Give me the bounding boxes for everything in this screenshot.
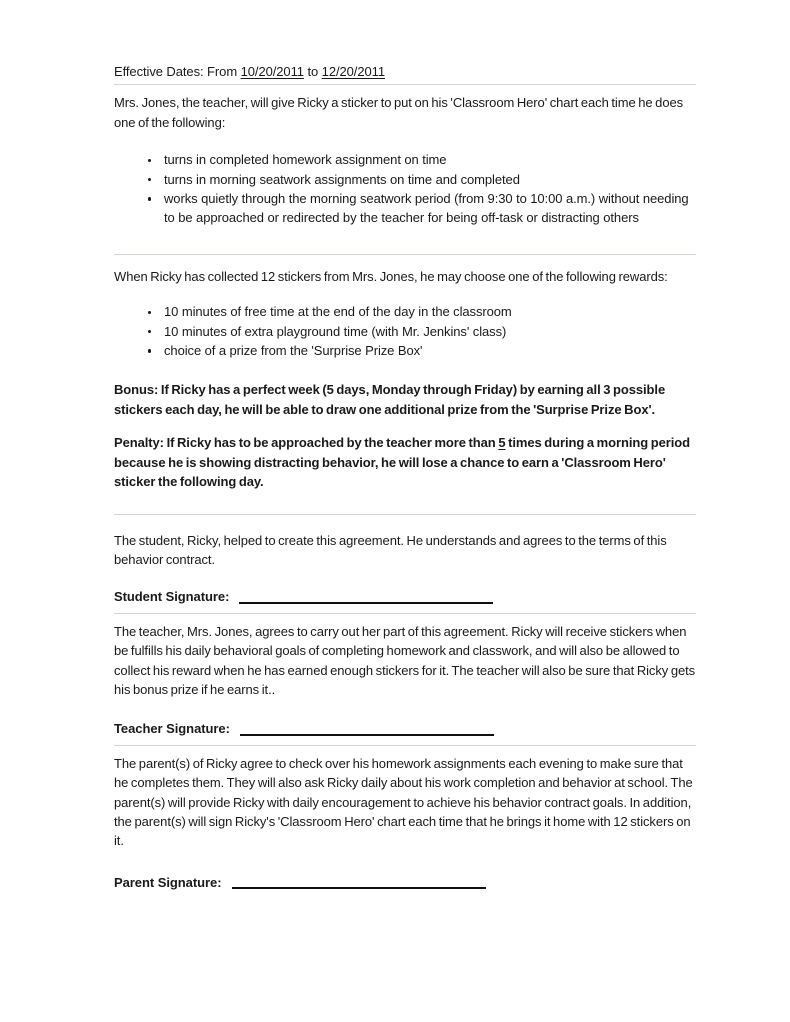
effective-dates-line (114, 62, 696, 81)
intro-paragraph: Mrs. Jones, the teacher, will give Ricky a sticker to put on his 'Classroom Hero' chart each time he does one of the following: (114, 95, 684, 130)
list-item: 10 minutes of extra playground time (with Mr. Jenkins' class) (114, 322, 696, 341)
list-item: turns in completed homework assignment on time (114, 150, 696, 169)
parent-signature-label: Parent Signature: (114, 874, 222, 890)
teacher-paragraph: The teacher, Mrs. Jones, agrees to carry out her part of this agreement. Ricky will receive stickers when be fulfills his daily behavioral goals of completing homework and classwork, and will also be allowed to collect his reward when he has earned enough stickers for it. The teacher will also be sure that Ricky gets his bonus prize if he earns it.. (114, 623, 696, 697)
student-signature-row (114, 587, 696, 606)
rewards-intro-paragraph: When Ricky has collected 12 stickers from Mrs. Jones, he may choose one of the following rewards: (114, 268, 668, 284)
teacher-signature-row (114, 719, 696, 738)
effective-dates-middle: to (303, 64, 322, 79)
parent-signature-row (114, 873, 696, 892)
list-item: works quietly through the morning seatwork period (from 9:30 to 10:00 a.m.) without needing to be approached or redirected by the teacher for being off-task or distracting others (114, 189, 696, 228)
penalty-text-before-count: Penalty: If Ricky has to be approached by the teacher more than (114, 435, 499, 451)
teacher-signature-line[interactable] (240, 734, 494, 736)
list-item: 10 minutes of free time at the end of the day in the classroom (114, 302, 696, 321)
penalty-paragraph (114, 433, 696, 491)
penalty-text-after-count: times during a morning period because he is showing distracting behavior, he will lose a chance to earn a 'Classroom Hero' sticker the following day. (114, 435, 690, 490)
effective-dates-prefix: Effective Dates: From (114, 64, 241, 79)
parent-paragraph: The parent(s) of Ricky agree to check over his homework assignments each evening to make sure that he completes them. They will also ask Ricky daily about his work completion and behavior at school. The parent(s) will provide Ricky with daily encouragement to achieve his behavior contract goals. In addition, the parent(s) will sign Ricky's 'Classroom Hero' chart each time that he brings it home with 12 stickers on it. (114, 755, 693, 849)
effective-start-date: 10/20/2011 (240, 64, 304, 79)
teacher-signature-label: Teacher Signature: (114, 721, 230, 737)
student-signature-label: Student Signature: (114, 589, 230, 605)
penalty-count: 5 (498, 435, 506, 451)
parent-signature-line[interactable] (232, 887, 486, 889)
document-body (114, 62, 696, 892)
rewards-list (114, 302, 696, 360)
bonus-paragraph: Bonus: If Ricky has a perfect week (5 days, Monday through Friday) by earning all 3 possible stickers each day, he will be able to draw one additional prize from the 'Surprise Prize Box'. (114, 382, 666, 417)
list-item: choice of a prize from the 'Surprise Prize Box' (114, 341, 696, 360)
student-signature-line[interactable] (239, 602, 493, 604)
effective-end-date: 12/20/2011 (321, 64, 385, 79)
list-item: turns in morning seatwork assignments on time and completed (114, 170, 696, 189)
student-paragraph: The student, Ricky, helped to create this agreement. He understands and agrees to the terms of this behavior contract. (114, 532, 667, 567)
earning-criteria-list (114, 150, 696, 228)
